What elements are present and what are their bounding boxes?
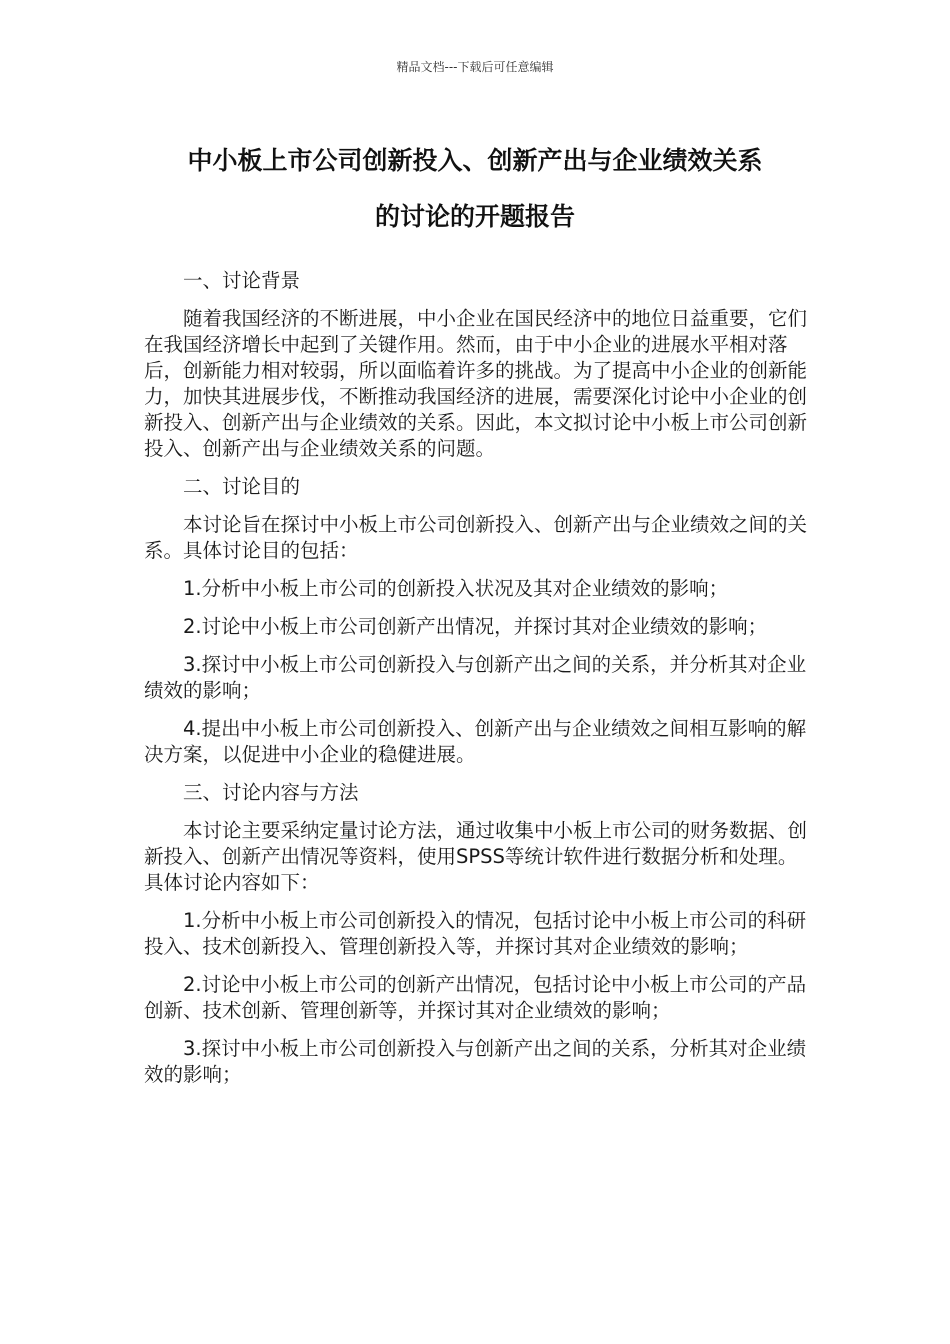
purpose-item-4: 4.提出中小板上市公司创新投入、创新产出与企业绩效之间相互影响的解决方案，以促进中小企业的稳健进展。: [144, 717, 807, 766]
paragraph-content-method: 本讨论主要采纳定量讨论方法，通过收集中小板上市公司的财务数据、创新投入、创新产出情况等资料，使用SPSS等统计软件进行数据分析和处理。具体讨论内容如下：: [144, 819, 808, 894]
purpose-item-1: 1.分析中小板上市公司的创新投入状况及其对企业绩效的影响；: [183, 577, 729, 600]
section-heading-content-method: 三、讨论内容与方法: [183, 781, 359, 804]
paragraph-purpose: 本讨论旨在探讨中小板上市公司创新投入、创新产出与企业绩效之间的关系。具体讨论目的包括：: [144, 513, 808, 562]
content-item-2: 2.讨论中小板上市公司的创新产出情况，包括讨论中小板上市公司的产品创新、技术创新、管理创新等，并探讨其对企业绩效的影响；: [144, 973, 807, 1022]
paragraph-background: 随着我国经济的不断进展，中小企业在国民经济中的地位日益重要，它们在我国经济增长中起到了关键作用。然而，由于中小企业的进展水平相对落后，创新能力相对较弱，所以面临着许多的挑战。为了提高中小企业的创新能力，加快其进展步伐，不断推动我国经济的进展，需要深化讨论中小企业的创新投入、创新产出与企业绩效的关系。因此，本文拟讨论中小板上市公司创新投入、创新产出与企业绩效关系的问题。: [144, 307, 808, 460]
title-line-2: 的讨论的开题报告: [374, 202, 575, 231]
content-item-1: 1.分析中小板上市公司创新投入的情况，包括讨论中小板上市公司的科研投入、技术创新投入、管理创新投入等，并探讨其对企业绩效的影响；: [144, 909, 807, 958]
section-heading-background: 一、讨论背景: [183, 269, 301, 292]
document-body: [144, 268, 816, 1100]
content-item-3: 3.探讨中小板上市公司创新投入与创新产出之间的关系，分析其对企业绩效的影响；: [144, 1037, 807, 1086]
section-heading-purpose: 二、讨论目的: [183, 475, 301, 498]
purpose-item-2: 2.讨论中小板上市公司创新产出情况，并探讨其对企业绩效的影响；: [183, 615, 768, 638]
title-line-1: 中小板上市公司创新投入、创新产出与企业绩效关系: [187, 146, 763, 175]
purpose-item-3: 3.探讨中小板上市公司创新投入与创新产出之间的关系，并分析其对企业绩效的影响；: [144, 653, 807, 702]
document-title: [120, 133, 830, 245]
header-note: 精品文档---下载后可任意编辑: [396, 60, 554, 74]
